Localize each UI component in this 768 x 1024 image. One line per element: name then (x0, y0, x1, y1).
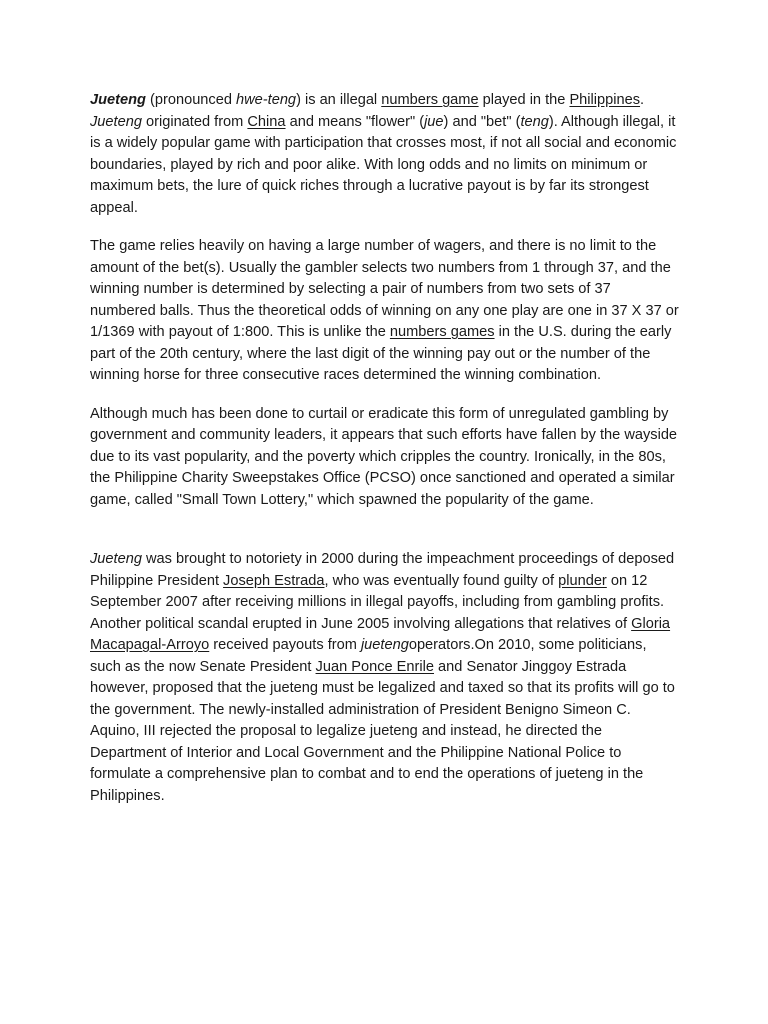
hyperlink[interactable]: China (247, 113, 286, 130)
text-run: (pronounced (145, 92, 237, 108)
text-run: jue (424, 113, 444, 130)
text-run: hwe-teng (236, 92, 297, 108)
hyperlink[interactable]: Juan Ponce Enrile (315, 658, 434, 675)
text-run: received payouts from (209, 637, 361, 653)
paragraph-1 (90, 90, 680, 219)
text-run: ). Although illegal, it is a widely popular game with participation that crosses most, if not all social and economic boundaries, played by rich and poor alike. With long odds and no limits on minimum or maximum bets, the lure of quick riches through a lucrative payout is by far its strongest appeal. (90, 113, 677, 216)
text-run: in the U.S. during the early part of the 20th century, where the last digit of the winning pay out or the number of the winning horse for three consecutive races determined the winning combination. (90, 324, 672, 383)
text-run: and Senator Jinggoy Estrada however, proposed that the jueteng must be legalized and taxed so that its profits will go to the government. The newly-installed administration of President Benigno Simeon C. Aquino, III rejected the proposal to legalize jueteng and instead, he directed the Department of Interior and Local Government and the Philippine National Police to formulate a comprehensive plan to combat and to end the operations of jueteng in the Philippines. (90, 658, 675, 804)
text-run: jueteng (360, 637, 409, 653)
paragraph-2 (90, 236, 680, 387)
text-run: , who was eventually found guilty of (324, 572, 559, 589)
text-run: Jueteng (90, 92, 146, 108)
hyperlink[interactable]: plunder (558, 572, 607, 589)
text-run: on 12 September 2007 after receiving millions in illegal payoffs, including from gambling profits. Another political scandal erupted in June 2005 involving allegations that relatives of (90, 572, 665, 632)
text-run: . (640, 92, 645, 108)
text-run: The game relies heavily on having a large number of wagers, and there is no limit to the amount of the bet(s). Usually the gambler selects two numbers from 1 through 37, and the winning number is determined by selecting a pair of numbers from two sets of 37 numbered balls. Thus the theoretical odds of winning on any one play are one in 37 X 37 or 1/1369 with payout of 1:800. This is unlike the (90, 238, 679, 340)
text-run: ) is an illegal (296, 92, 382, 108)
hyperlink[interactable]: numbers game (381, 92, 479, 108)
text-run: originated from (141, 113, 248, 130)
text-run: and means "flower" ( (285, 113, 425, 130)
paragraph-4 (90, 549, 680, 807)
text-run: played in the (478, 92, 570, 108)
text-run: Although much has been done to curtail or eradicate this form of unregulated gambling by government and community leaders, it appears that such efforts have fallen by the wayside due to its vast popularity, and the poverty which cripples the country. Ironically, in the 80s, the Philippine Charity Sweepstakes Office (PCSO) once sanctioned and operated a similar game, called "Small Town Lottery," which spawned the popularity of the game. (90, 405, 678, 508)
text-run: Jueteng (90, 551, 142, 567)
paragraph-3 (90, 404, 680, 512)
document-body (90, 90, 680, 807)
text-run: was brought to notoriety in 2000 during the impeachment proceedings of deposed Philippine President (90, 551, 675, 589)
text-run: operators.On 2010, some politicians, such as the now Senate President (90, 637, 647, 675)
text-run: ) and "bet" ( (443, 113, 521, 130)
hyperlink[interactable]: Gloria Macapagal-Arroyo (90, 615, 671, 653)
hyperlink[interactable]: Joseph Estrada (223, 572, 325, 589)
text-run: teng (520, 113, 549, 130)
hyperlink[interactable]: numbers games (389, 324, 495, 340)
hyperlink[interactable]: Philippines (569, 92, 641, 108)
text-run: Jueteng (90, 113, 142, 130)
